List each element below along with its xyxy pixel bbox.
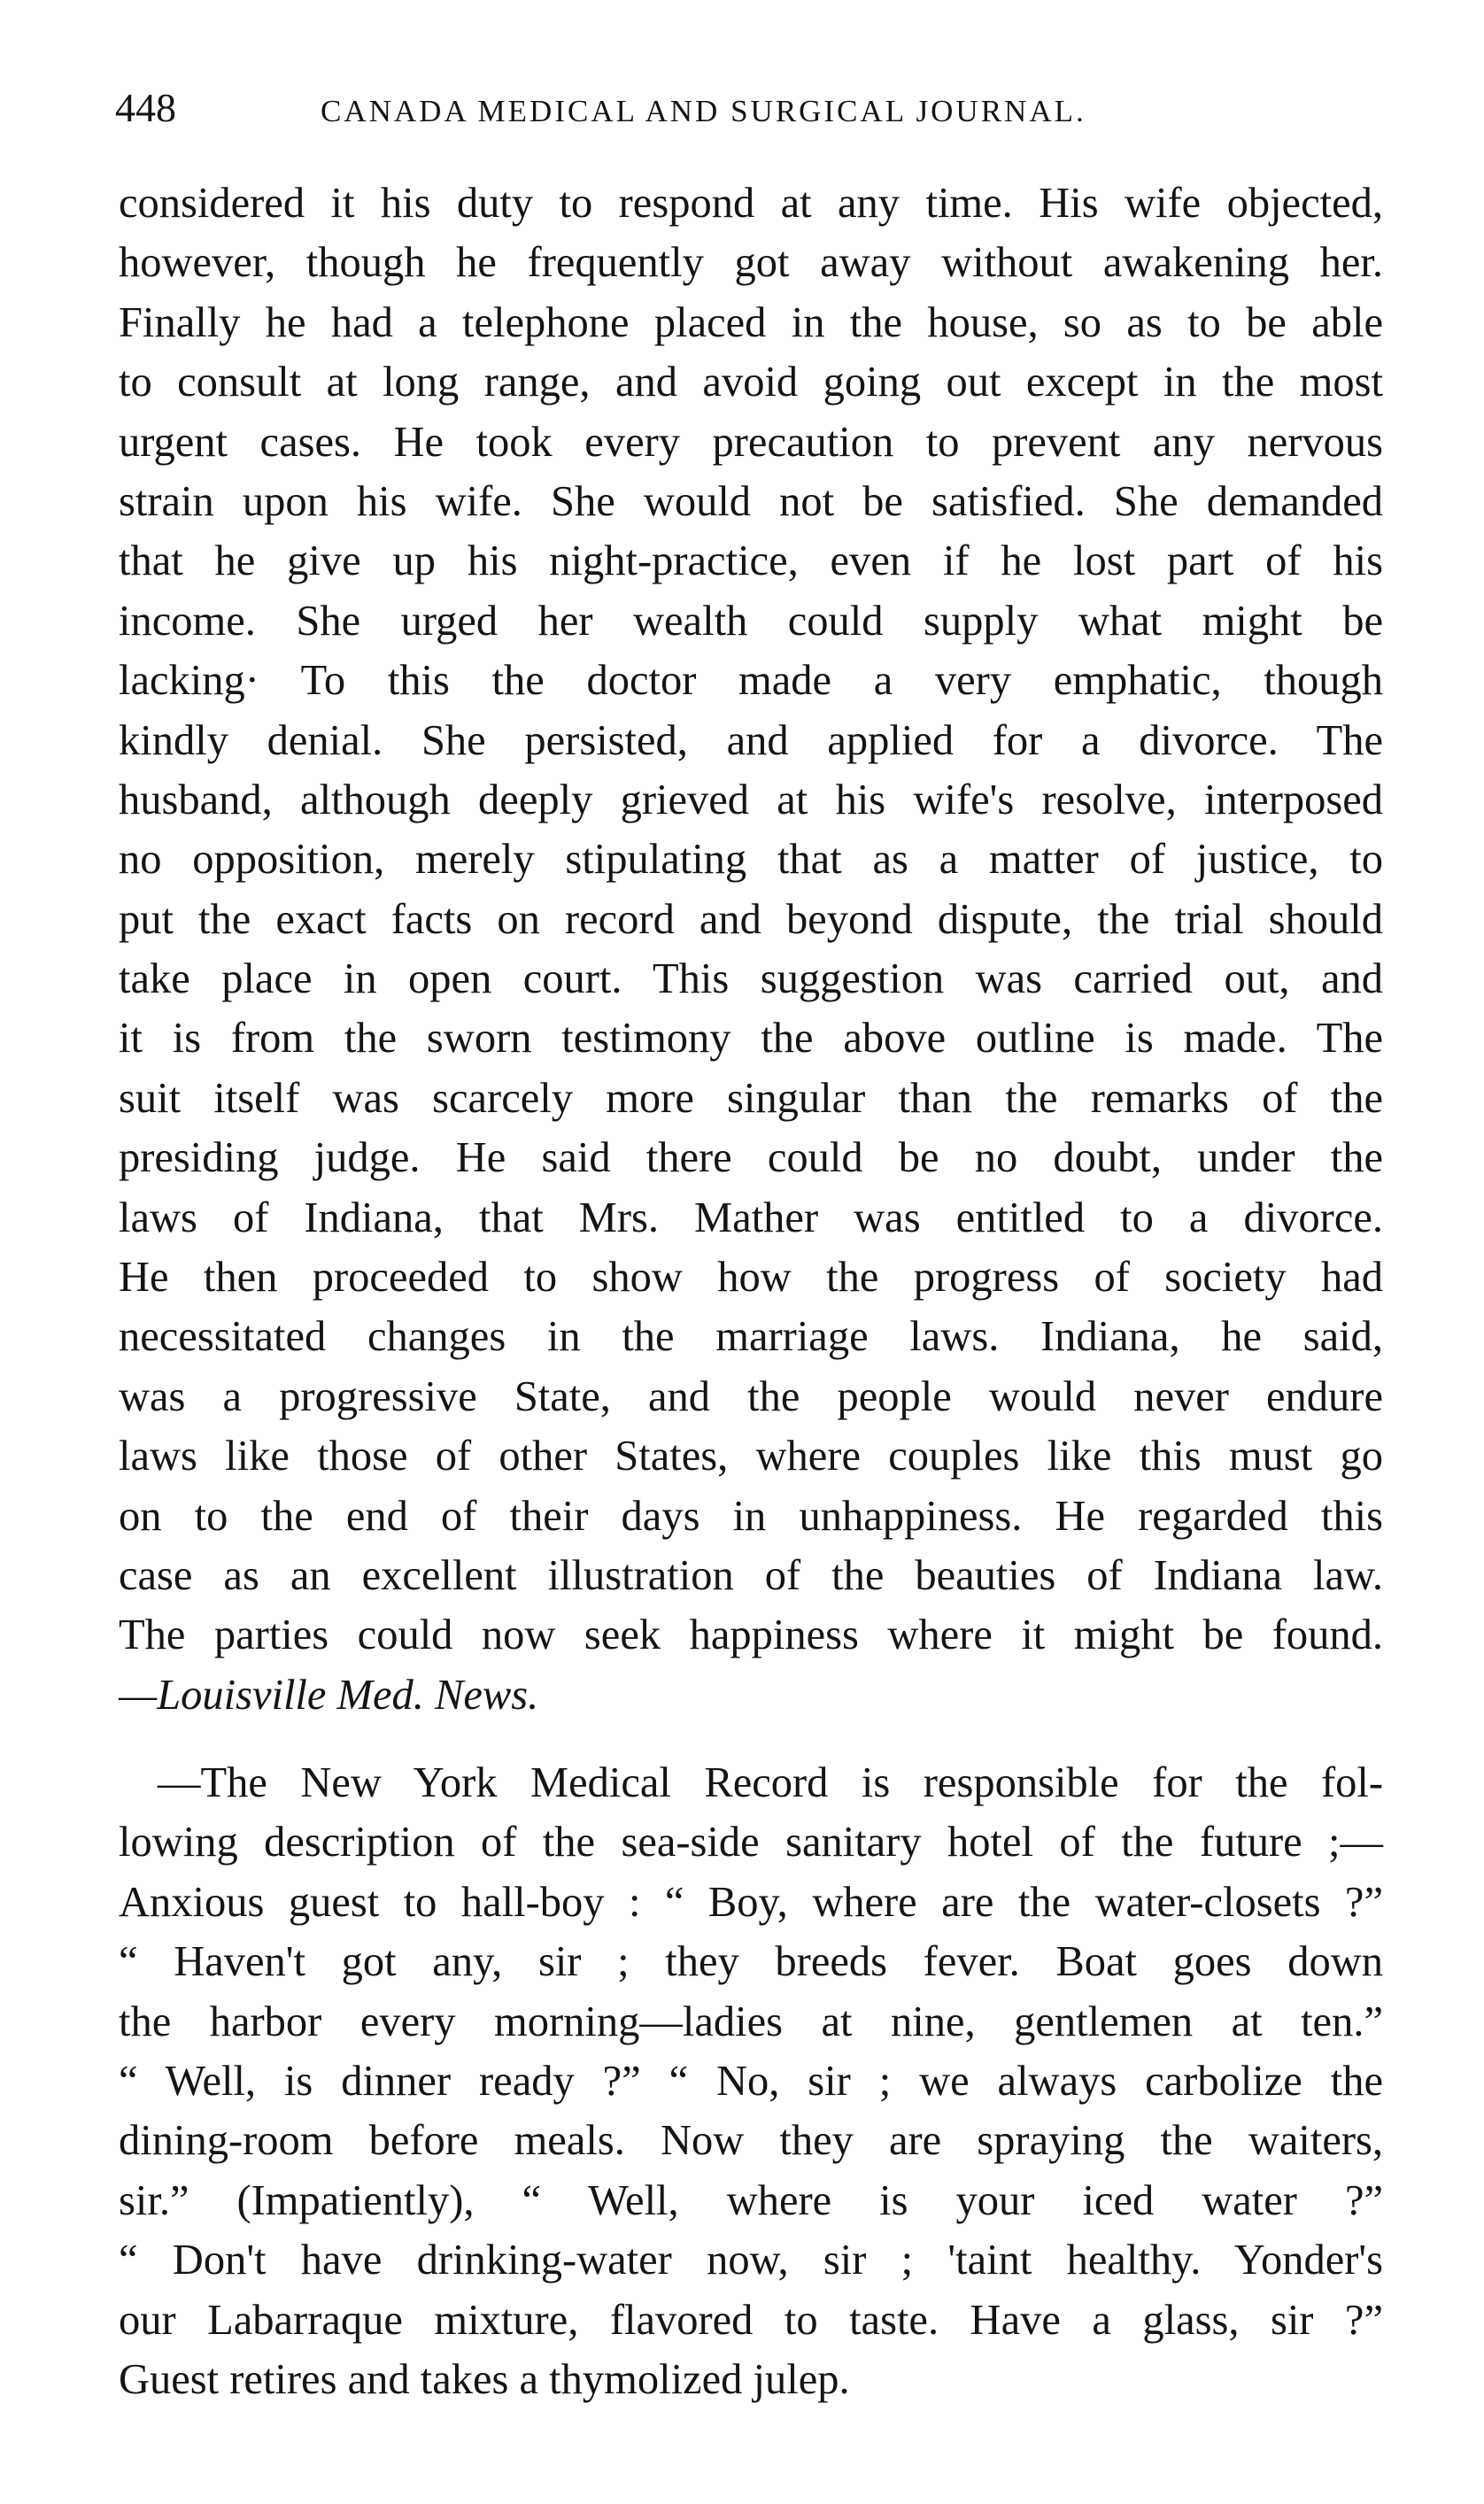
text-line: that he give up his night-practice, even if he lost part of his — [119, 537, 1383, 585]
text-line: laws like those of other States, where couples like this must go — [119, 1433, 1383, 1480]
text-line: husband, although deeply grieved at his wife's resolve, interposed — [119, 776, 1383, 823]
article-paragraph-2 — [119, 1753, 1383, 2409]
text-line: our Labarraque mixture, flavored to taste. Have a glass, sir ?” — [119, 2296, 1383, 2344]
text-line: it is from the sworn testimony the above outline is made. The — [119, 1015, 1383, 1063]
text-line: sir.” (Impatiently), “ Well, where is your iced water ?” — [119, 2176, 1383, 2224]
text-line: —The New York Medical Record is responsible for the fol- — [158, 1759, 1383, 1806]
text-line: Guest retires and takes a thymolized julep. — [119, 2355, 850, 2403]
text-line: Anxious guest to hall-boy : “ Boy, where are the water-closets ?” — [119, 1878, 1383, 1926]
text-line: no opposition, merely stipulating that as a matter of justice, to — [119, 836, 1383, 884]
text-line: considered it his duty to respond at any time. His wife objected, — [119, 180, 1383, 227]
text-line: however, though he frequently got away without awakening her. — [119, 239, 1383, 287]
text-line: kindly denial. She persisted, and applied for a divorce. The — [119, 716, 1383, 764]
journal-title: CANADA MEDICAL AND SURGICAL JOURNAL. — [321, 94, 1086, 128]
text-line: dining-room before meals. Now they are spraying the waiters, — [119, 2117, 1383, 2165]
text-line: “ Well, is dinner ready ?” “ No, sir ; we always carbolize the — [119, 2057, 1383, 2105]
text-line: The parties could now seek happiness where it might be found. — [119, 1611, 1383, 1659]
text-line: was a progressive State, and the people would never endure — [119, 1372, 1383, 1420]
article-paragraph-1 — [119, 174, 1383, 1725]
text-line: necessitated changes in the marriage laws. Indiana, he said, — [119, 1313, 1383, 1361]
text-line: Finally he had a telephone placed in the house, so as to be able — [119, 298, 1383, 346]
source-citation: —Louisville Med. News. — [119, 1671, 539, 1719]
text-line: put the exact facts on record and beyond dispute, the trial should — [119, 895, 1383, 943]
text-line: laws of Indiana, that Mrs. Mather was entitled to a divorce. — [119, 1194, 1383, 1241]
page-number: 448 — [115, 85, 176, 130]
text-line: the harbor every morning—ladies at nine, gentlemen at ten.” — [119, 1998, 1383, 2045]
text-line: take place in open court. This suggestion was carried out, and — [119, 955, 1383, 1003]
text-line: to consult at long range, and avoid going out except in the most — [119, 359, 1383, 406]
text-line: “ Haven't got any, sir ; they breeds fever. Boat goes down — [119, 1938, 1383, 1986]
text-line: presiding judge. He said there could be no doubt, under the — [119, 1134, 1383, 1182]
text-line: case as an excellent illustration of the beauties of Indiana law. — [119, 1551, 1383, 1599]
text-line: urgent cases. He took every precaution to prevent any nervous — [119, 418, 1383, 466]
text-line: income. She urged her wealth could supply what might be — [119, 597, 1383, 645]
running-head — [115, 81, 1390, 135]
text-line: lowing description of the sea-side sanitary hotel of the future ;— — [119, 1819, 1383, 1866]
text-line: He then proceeded to show how the progress of society had — [119, 1254, 1383, 1302]
text-line: on to the end of their days in unhappiness. He regarded this — [119, 1492, 1383, 1540]
text-line: strain upon his wife. She would not be satisfied. She demanded — [119, 477, 1383, 525]
text-line: suit itself was scarcely more singular than the remarks of the — [119, 1074, 1383, 1122]
text-line: lacking· To this the doctor made a very emphatic, though — [119, 657, 1383, 705]
text-line: “ Don't have drinking-water now, sir ; 'taint healthy. Yonder's — [119, 2237, 1383, 2284]
